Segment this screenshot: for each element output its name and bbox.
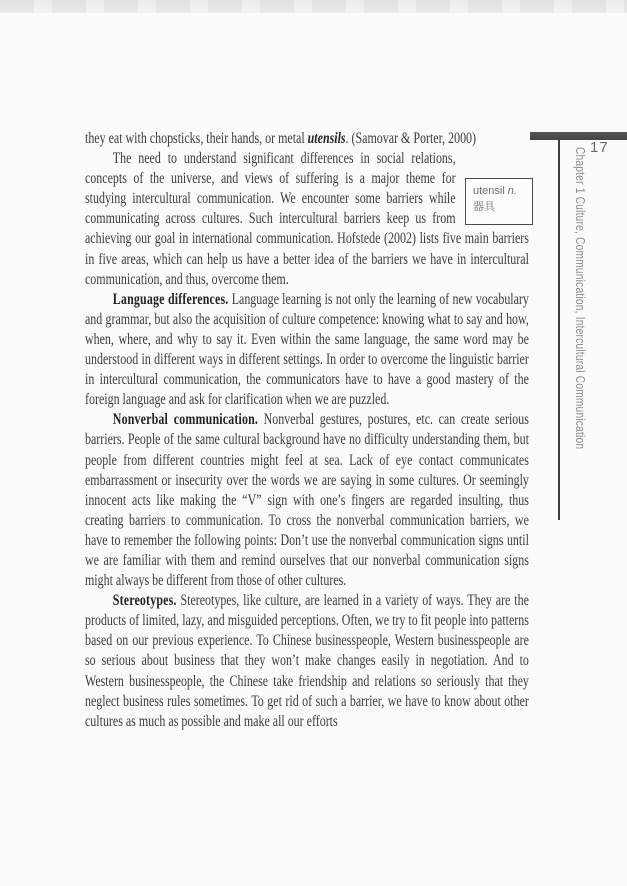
vocab-part-of-speech: n. xyxy=(507,185,517,197)
paragraph-language-differences xyxy=(85,290,529,411)
heading-language-differences: Language differences. xyxy=(112,290,229,308)
chapter-sidebar-label: Chapter 1 Culture, Communication, Intercultural Communication xyxy=(573,147,588,450)
paragraph-language-differences-text: Language learning is not only the learning of new vocabulary and grammar, but also the acquisition of culture competence: knowing what to say and how, when, where, and why to say it. Even within the same language, the same word may be understood in different ways in different settings. In order to overcome the linguistic barrier in intercultural communication, the communicators have to have a good mastery of the foreign language and ask for clarification when we are puzzled. xyxy=(85,290,529,409)
vocab-term: utensil xyxy=(473,185,505,197)
paragraph-nonverbal-communication xyxy=(85,410,529,591)
paragraph-stereotypes-text: Stereotypes, like culture, are learned in a variety of ways. They are the products of limited, lazy, and misguided perceptions. Often, we try to fit people into patterns based on our previous experience. To Chinese businesspeople, Western businesspeople are so serious about business that they won’t make changes easily in negotiation. And to Western businesspeople, the Chinese take friendship and relations so seriously that they neglect business rules sometimes. To get rid of such a barrier, we have to know about other cultures as much as possible and make all our efforts xyxy=(85,592,529,730)
vocab-translation: 器具 xyxy=(473,201,495,213)
paragraph-barriers-intro-text: The need to understand significant differences in social relations, concepts of the universe, and views of suffering is a major theme for studying intercultural communication. We encounter some barriers while communicating across cultures. Such intercultural barriers keep us from achieving our goal in international communication. Hofstede (2002) lists five main barriers in five areas, which can help us have a better idea of the barriers we have in intercultural communication, and thus, overcome them. xyxy=(85,150,529,288)
heading-nonverbal-communication: Nonverbal communication. xyxy=(112,411,259,429)
paragraph-continuation-post: . (Samovar & Porter, 2000) xyxy=(345,130,477,147)
vocab-box-text-wrap-spacer xyxy=(456,178,529,228)
sidebar-divider-rule xyxy=(558,140,560,520)
page-number: 17 xyxy=(590,139,609,156)
chapter-tab-bar xyxy=(530,132,627,140)
body-text xyxy=(85,129,529,732)
paragraph-continuation xyxy=(85,129,529,149)
scan-artifact-band xyxy=(0,0,627,13)
paragraph-nonverbal-communication-text: Nonverbal gestures, postures, etc. can create serious barriers. People of the same cultural background have no difficulty understanding them, but people from different countries might feel at sea. Lack of eye contact communicates embarrassment or insecurity over the words we are saying in some cultures. Or seemingly innocent acts like making the “V” sign with one’s fingers are regarded insulting, thus creating barriers to communication. To cross the nonverbal communication barriers, we have to remember the following points: Don’t use the nonverbal communication signs until we are familiar with them and remind ourselves that our nonverbal communication signs might always be different from those of other cultures. xyxy=(85,411,529,590)
paragraph-barriers-intro xyxy=(85,149,529,290)
paragraph-continuation-pre: they eat with chopsticks, their hands, or metal xyxy=(85,130,308,147)
heading-stereotypes: Stereotypes. xyxy=(112,592,177,610)
paragraph-stereotypes xyxy=(85,591,529,732)
emphasis-utensils: utensils xyxy=(307,130,346,147)
